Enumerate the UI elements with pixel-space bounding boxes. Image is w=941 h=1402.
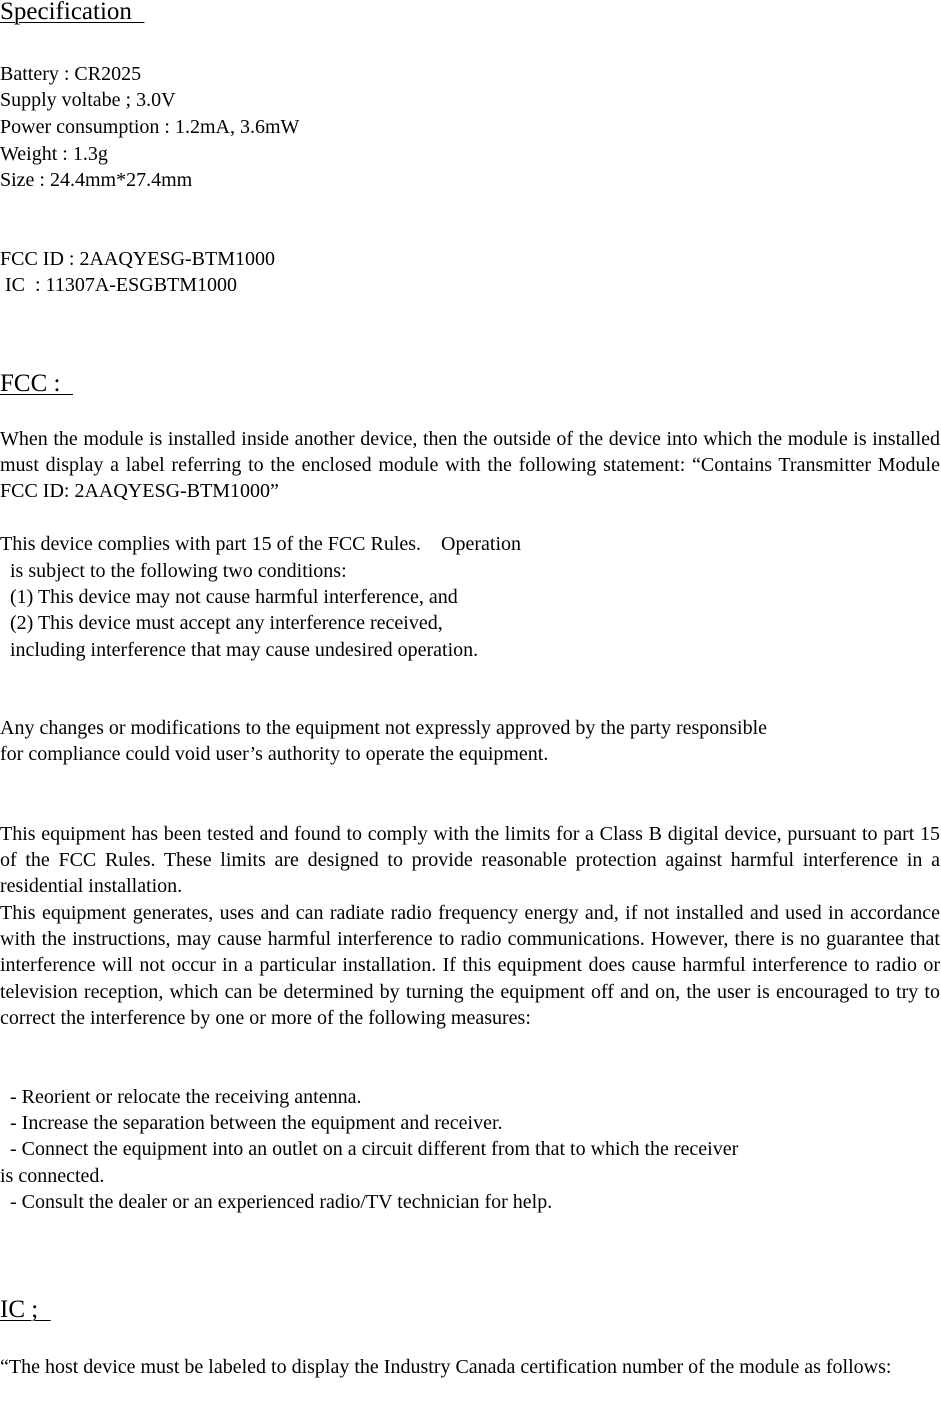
fcc-compliance-line: (1) This device may not cause harmful interference, and [0,586,458,608]
fcc-label-statement: When the module is installed inside another device, then the outside of the device into which the module is installed must display a label referring to the enclosed module with the following statement: “Contains Transmitter Module FCC ID: 2AAQYESG-BTM1000” [0,428,940,503]
spec-size: Size : 24.4mm*27.4mm [0,169,193,191]
spec-battery: Battery : CR2025 [0,63,142,85]
fcc-class-b-statement: This equipment has been tested and found to comply with the limits for a Class B digital device, pursuant to part 15 of the FCC Rules. These limits are designed to provide reasonable protection against harmful interference in a residential installation. [0,823,940,898]
specification-heading: Specification [0,0,145,25]
fcc-measure-item: is connected. [0,1165,105,1187]
fcc-measure-item: - Consult the dealer or an experienced radio/TV technician for help. [0,1191,553,1213]
spec-weight: Weight : 1.3g [0,143,108,165]
fcc-changes-line: Any changes or modifications to the equipment not expressly approved by the party responsible [0,717,768,739]
fcc-measure-item: - Connect the equipment into an outlet on a circuit different from that to which the receiver [0,1138,739,1160]
fcc-compliance-line: This device complies with part 15 of the FCC Rules. Operation [0,533,522,555]
fcc-measure-item: - Increase the separation between the equipment and receiver. [0,1112,503,1134]
fcc-measure-item: - Reorient or relocate the receiving antenna. [0,1086,362,1108]
ic-host-label-statement: “The host device must be labeled to display the Industry Canada certification number of the module as follows: [0,1356,892,1378]
fcc-compliance-line: is subject to the following two conditions: [0,560,347,582]
fcc-heading: FCC : [0,370,73,397]
spec-fcc-id: FCC ID : 2AAQYESG-BTM1000 [0,248,276,270]
fcc-changes-line: for compliance could void user’s authority to operate the equipment. [0,743,549,765]
spec-supply-voltage: Supply voltabe ; 3.0V [0,89,176,111]
ic-heading: IC ; [0,1296,51,1323]
fcc-interference-statement: This equipment generates, uses and can radiate radio frequency energy and, if not installed and used in accordance with the instructions, may cause harmful interference to radio communications. However, there is no guarantee that interference will not occur in a particular installation. If this equipment does cause harmful interference to radio or television reception, which can be determined by turning the equipment off and on, the user is encouraged to try to correct the interference by one or more of the following measures: [0,902,940,1029]
fcc-compliance-line: including interference that may cause undesired operation. [0,639,479,661]
fcc-compliance-line: (2) This device must accept any interference received, [0,612,443,634]
spec-ic-id: IC : 11307A-ESGBTM1000 [0,274,238,296]
spec-power-consumption: Power consumption : 1.2mA, 3.6mW [0,116,300,138]
